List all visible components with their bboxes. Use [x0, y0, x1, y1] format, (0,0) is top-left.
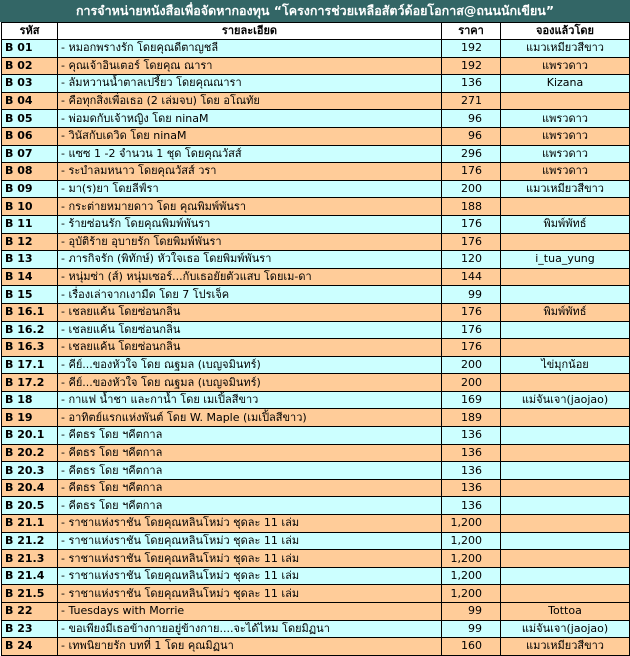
row-booked: แพรวดาว [501, 57, 630, 75]
table-row [2, 75, 630, 93]
table-row [2, 585, 630, 603]
row-booked [501, 198, 630, 216]
row-detail: - ระบำลมหนาว โดยคุณวัสส์ วรา [58, 163, 442, 181]
row-booked [501, 268, 630, 286]
row-booked: แพรวดาว [501, 145, 630, 163]
table-row [2, 251, 630, 269]
table-row [2, 145, 630, 163]
row-price: 192 [442, 57, 501, 75]
table-row [2, 497, 630, 515]
table-row [2, 215, 630, 233]
row-code: B 16.1 [2, 303, 58, 321]
table-row [2, 92, 630, 110]
row-detail: - คีตธร โดย ฯคีตกาล [58, 444, 442, 462]
table-body [2, 40, 630, 656]
row-detail: - ขอเพียงมีเธอข้างกายอยู่ข้างกาย....จะได้ไหม โดยมิฏนา [58, 620, 442, 638]
table-row [2, 638, 630, 656]
row-booked: Kizana [501, 75, 630, 93]
row-code: B 14 [2, 268, 58, 286]
row-booked: พิมพ์พัทธ์ [501, 215, 630, 233]
row-detail: - คีตธร โดย ฯคีตกาล [58, 427, 442, 445]
header-detail: รายละเอียด [58, 23, 442, 40]
row-booked [501, 550, 630, 568]
table-row [2, 356, 630, 374]
row-code: B 20.4 [2, 479, 58, 497]
header-row [2, 23, 630, 40]
row-price: 1,200 [442, 515, 501, 533]
row-booked: พิมพ์พัทธ์ [501, 303, 630, 321]
row-detail: - พ่อมดกับเจ้าหญิง โดย ninaM [58, 110, 442, 128]
row-detail: - เชลยแค้น โดยซ่อนกลิ่น [58, 303, 442, 321]
row-detail: - ราชาแห่งราชัน โดยคุณหลินโหม่ว ชุดละ 11 เล่ม [58, 567, 442, 585]
row-code: B 16.3 [2, 339, 58, 357]
row-price: 136 [442, 75, 501, 93]
row-price: 136 [442, 427, 501, 445]
row-booked: ไข่มุกน้อย [501, 356, 630, 374]
row-price: 169 [442, 391, 501, 409]
row-price: 99 [442, 620, 501, 638]
row-price: 176 [442, 163, 501, 181]
row-price: 176 [442, 215, 501, 233]
row-code: B 03 [2, 75, 58, 93]
row-booked [501, 339, 630, 357]
book-table [1, 22, 630, 656]
row-price: 188 [442, 198, 501, 216]
row-code: B 17.2 [2, 374, 58, 392]
row-price: 271 [442, 92, 501, 110]
row-code: B 23 [2, 620, 58, 638]
row-detail: - ร้ายซ่อนรัก โดยคุณพิมพ์พันรา [58, 215, 442, 233]
row-booked: แพรวดาว [501, 163, 630, 181]
row-booked: แม่จันเจา(jaojao) [501, 620, 630, 638]
row-code: B 16.2 [2, 321, 58, 339]
row-code: B 04 [2, 92, 58, 110]
row-code: B 20.2 [2, 444, 58, 462]
row-code: B 19 [2, 409, 58, 427]
row-price: 296 [442, 145, 501, 163]
row-code: B 11 [2, 215, 58, 233]
row-price: 1,200 [442, 585, 501, 603]
row-detail: - ราชาแห่งราชัน โดยคุณหลินโหม่ว ชุดละ 11 เล่ม [58, 532, 442, 550]
row-price: 176 [442, 233, 501, 251]
row-booked [501, 374, 630, 392]
table-row [2, 110, 630, 128]
row-code: B 12 [2, 233, 58, 251]
row-price: 176 [442, 321, 501, 339]
row-booked [501, 409, 630, 427]
table-row [2, 198, 630, 216]
row-detail: - คีย์...ของหัวใจ โดย ณฐมล (เบญจมินทร์) [58, 374, 442, 392]
table-row [2, 532, 630, 550]
row-booked [501, 585, 630, 603]
table-row [2, 444, 630, 462]
row-code: B 18 [2, 391, 58, 409]
row-code: B 01 [2, 40, 58, 58]
row-booked: Tottoa [501, 603, 630, 621]
row-price: 99 [442, 286, 501, 304]
row-detail: - เชลยแค้น โดยซ่อนกลิ่น [58, 339, 442, 357]
table-row [2, 567, 630, 585]
row-code: B 20.5 [2, 497, 58, 515]
table-row [2, 603, 630, 621]
row-booked [501, 497, 630, 515]
table-row [2, 268, 630, 286]
row-booked [501, 92, 630, 110]
row-price: 136 [442, 444, 501, 462]
row-booked [501, 444, 630, 462]
row-price: 136 [442, 462, 501, 480]
row-code: B 05 [2, 110, 58, 128]
row-price: 1,200 [442, 532, 501, 550]
row-price: 200 [442, 180, 501, 198]
row-booked [501, 532, 630, 550]
row-booked [501, 427, 630, 445]
row-price: 176 [442, 303, 501, 321]
table-row [2, 339, 630, 357]
row-price: 99 [442, 603, 501, 621]
row-booked: แมวเหมียวสีขาว [501, 40, 630, 58]
header-code: รหัส [2, 23, 58, 40]
row-detail: - Tuesdays with Morrie [58, 603, 442, 621]
row-detail: - กระต่ายหมายดาว โดย คุณพิมพ์พันรา [58, 198, 442, 216]
table-row [2, 427, 630, 445]
row-detail: - อุบัติร้าย อุบายรัก โดยพิมพ์พันรา [58, 233, 442, 251]
row-detail: - คือทุกสิ่งเพื่อเธอ (2 เล่มจบ) โดย อโณทัย [58, 92, 442, 110]
row-booked [501, 567, 630, 585]
row-booked [501, 321, 630, 339]
row-detail: - ภารกิจรัก (พิทักษ์) หัวใจเธอ โดยพิมพ์พันรา [58, 251, 442, 269]
row-booked [501, 233, 630, 251]
row-price: 96 [442, 127, 501, 145]
table-row [2, 321, 630, 339]
table-row [2, 163, 630, 181]
row-code: B 07 [2, 145, 58, 163]
table-row [2, 303, 630, 321]
row-detail: - คีตธร โดย ฯคีตกาล [58, 479, 442, 497]
table-row [2, 409, 630, 427]
row-code: B 17.1 [2, 356, 58, 374]
row-price: 120 [442, 251, 501, 269]
row-detail: - ราชาแห่งราชัน โดยคุณหลินโหม่ว ชุดละ 11 เล่ม [58, 585, 442, 603]
row-price: 189 [442, 409, 501, 427]
row-detail: - คีย์...ของหัวใจ โดย ณฐมล (เบญจมินทร์) [58, 356, 442, 374]
row-booked [501, 515, 630, 533]
table-row [2, 57, 630, 75]
table-row [2, 550, 630, 568]
row-booked: แม่จันเจา(jaojao) [501, 391, 630, 409]
row-price: 176 [442, 339, 501, 357]
row-booked: แพรวดาว [501, 110, 630, 128]
row-code: B 08 [2, 163, 58, 181]
row-price: 200 [442, 374, 501, 392]
row-price: 136 [442, 497, 501, 515]
row-code: B 15 [2, 286, 58, 304]
row-code: B 20.3 [2, 462, 58, 480]
row-detail: - กาแฟ น้ำชา และกาน้ำ โดย เมเปิ้ลสีขาว [58, 391, 442, 409]
row-detail: - คุณเจ้าอินเตอร์ โดยคุณ ณารา [58, 57, 442, 75]
row-code: B 02 [2, 57, 58, 75]
row-detail: - วินัสกับเดวิด โดย ninaM [58, 127, 442, 145]
row-booked: แมวเหมียวสีขาว [501, 180, 630, 198]
row-detail: - หมอกพรางรัก โดยคุณดีตาญชลี [58, 40, 442, 58]
header-price: ราคา [442, 23, 501, 40]
row-code: B 21.1 [2, 515, 58, 533]
row-price: 144 [442, 268, 501, 286]
table-row [2, 40, 630, 58]
row-price: 1,200 [442, 550, 501, 568]
row-price: 136 [442, 479, 501, 497]
row-price: 160 [442, 638, 501, 656]
row-code: B 20.1 [2, 427, 58, 445]
row-price: 1,200 [442, 567, 501, 585]
table-row [2, 479, 630, 497]
row-detail: - หนุ่มซ่า (ส์) หนุ่มเซอร์...กับเธอยัยตัวแสบ โดยเม-ดา [58, 268, 442, 286]
row-code: B 21.3 [2, 550, 58, 568]
table-row [2, 374, 630, 392]
table-row [2, 515, 630, 533]
row-detail: - คีตธร โดย ฯคีตกาล [58, 497, 442, 515]
row-detail: - ราชาแห่งราชัน โดยคุณหลินโหม่ว ชุดละ 11 เล่ม [58, 515, 442, 533]
row-detail: - อาทิตย์แรกแห่งพันต์ โดย W. Maple (เมเปิ้ลสีขาว) [58, 409, 442, 427]
row-detail: - คีตธร โดย ฯคีตกาล [58, 462, 442, 480]
row-detail: - ลัมหวานน้ำตาลเปรี้ยว โดยคุณณารา [58, 75, 442, 93]
row-booked: แพรวดาว [501, 127, 630, 145]
table-row [2, 127, 630, 145]
row-detail: - มา(ร)ยา โดยลีฟ์รา [58, 180, 442, 198]
row-booked [501, 462, 630, 480]
row-code: B 10 [2, 198, 58, 216]
row-code: B 06 [2, 127, 58, 145]
row-detail: - เทพนิยายรัก บทที่ 1 โดย คุณมิฏนา [58, 638, 442, 656]
row-price: 96 [442, 110, 501, 128]
row-code: B 13 [2, 251, 58, 269]
row-detail: - แซซ 1 -2 จำนวน 1 ชุด โดยคุณวัสส์ [58, 145, 442, 163]
table-row [2, 286, 630, 304]
row-booked: i_tua_yung [501, 251, 630, 269]
row-code: B 09 [2, 180, 58, 198]
row-code: B 21.5 [2, 585, 58, 603]
table-row [2, 180, 630, 198]
row-booked: แมวเหมียวสีขาว [501, 638, 630, 656]
row-booked [501, 479, 630, 497]
row-detail: - เรื่องเล่าจากเงามืด โดย 7 โปรเจ็ค [58, 286, 442, 304]
row-detail: - ราชาแห่งราชัน โดยคุณหลินโหม่ว ชุดละ 11 เล่ม [58, 550, 442, 568]
table-row [2, 233, 630, 251]
row-code: B 21.2 [2, 532, 58, 550]
sheet-title: การจำหน่ายหนังสือเพื่อจัดหากองทุน “โครงการช่วยเหลือสัตว์ด้อยโอกาส@ถนนนักเขียน” [0, 0, 630, 22]
row-price: 200 [442, 356, 501, 374]
row-code: B 22 [2, 603, 58, 621]
row-code: B 24 [2, 638, 58, 656]
header-booked: จองแล้วโดย [501, 23, 630, 40]
row-detail: - เชลยแค้น โดยซ่อนกลิ่น [58, 321, 442, 339]
table-row [2, 391, 630, 409]
row-price: 192 [442, 40, 501, 58]
row-code: B 21.4 [2, 567, 58, 585]
table-row [2, 462, 630, 480]
table-row [2, 620, 630, 638]
row-booked [501, 286, 630, 304]
